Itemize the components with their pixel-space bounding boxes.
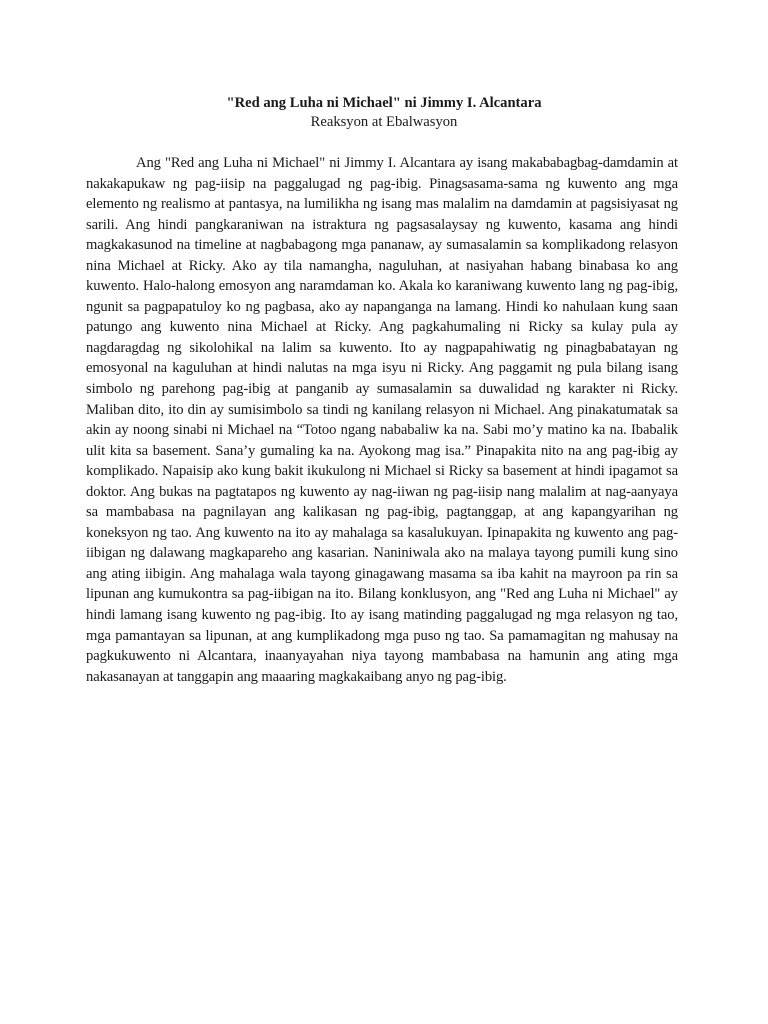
document-subtitle: Reaksyon at Ebalwasyon	[310, 114, 458, 130]
body-paragraph: Ang "Red ang Luha ni Michael" ni Jimmy I. Alcantara ay isang makababagbag-damdamin at nakakapukaw ng pag-iisip na paggalugad ng pag-ibig. Pinagsasama-sama ng kuwento ang mga elemento ng realismo at pantasya, na lumilikha ng isang mas malalim na damdamin at pagsisiyasat ng sarili. Ang hindi pangkaraniwan na istraktura ng pagsasalaysay ng kuwento, kasama ang hindi magkakasunod na timeline at nagbabagong mga pananaw, ay sumasalamin sa komplikadong relasyon nina Michael at Ricky. Ako ay tila namangha, naguluhan, at nasiyahan habang binabasa ko ang kuwento. Halo-halong emosyon ang naramdaman ko. Akala ko karaniwang kuwento lang ng pag-ibig, ngunit sa pagpapatuloy ko ng pagbasa, ako ay napanganga na lamang. Hindi ko nahulaan kung saan patungo ang kuwento nina Michael at Ricky. Ang pagkahumaling ni Ricky sa kulay pula ay nagdaragdag ng sikolohikal na lalim sa kuwento. Ito ay nagpapahiwatig ng pinagbabatayan ng emosyonal na kaguluhan at hindi nalutas na mga isyu ni Ricky. Ang paggamit ng pula bilang isang simbolo ng parehong pag-ibig at panganib ay sumasalamin sa duwalidad ng karakter ni Ricky. Maliban dito, ito din ay sumisimbolo sa tindi ng kanilang relasyon ni Michael. Ang pinakatumatak sa akin ay noong sinabi ni Michael na “Totoo ngang nababaliw ka na. Sabi mo’y matino ka na. Ibabalik ulit kita sa basement. Sana’y gumaling ka na. Ayokong mag isa.” Pinapakita nito na ang pag-ibig ay komplikado. Napaisip ako kung bakit ikukulong ni Michael si Ricky sa basement at hindi ipagamot sa doktor. Ang bukas na pagtatapos ng kuwento ay nag-iiwan ng pag-iisip nang malalim at nag-aanyaya sa mambabasa na pagnilayan ang kalikasan ng pag-ibig, pagtanggap, at ang kapangyarihan ng koneksyon ng tao. Ang kuwento na ito ay mahalaga sa kasalukuyan. Ipinapakita ng kuwento ang pag-iibigan ng dalawang magkapareho ang kasarian. Naniniwala ako na malaya tayong pumili kung sino ang ating iibigin. Ang mahalaga wala tayong ginagawang masama sa iba kahit na mayroon pa rin sa lipunan ang kumukontra sa pag-iibigan na ito. Bilang konklusyon, ang "Red ang Luha ni Michael" ay hindi lamang isang kuwento ng pag-ibig. Ito ay isang matinding paggalugad ng mga relasyon ng tao, mga pamantayan sa lipunan, at ang kumplikadong mga puso ng tao. Sa pamamagitan ng mahusay na pagkukuwento ni Alcantara, inaanyayahan niya tayong mambabasa na hamunin ang ating mga nakasanayan at tanggapin ang maaaring magkakaibang anyo ng pag-ibig.	[86, 155, 678, 685]
document-title: "Red ang Luha ni Michael" ni Jimmy I. Alcantara	[226, 95, 542, 111]
